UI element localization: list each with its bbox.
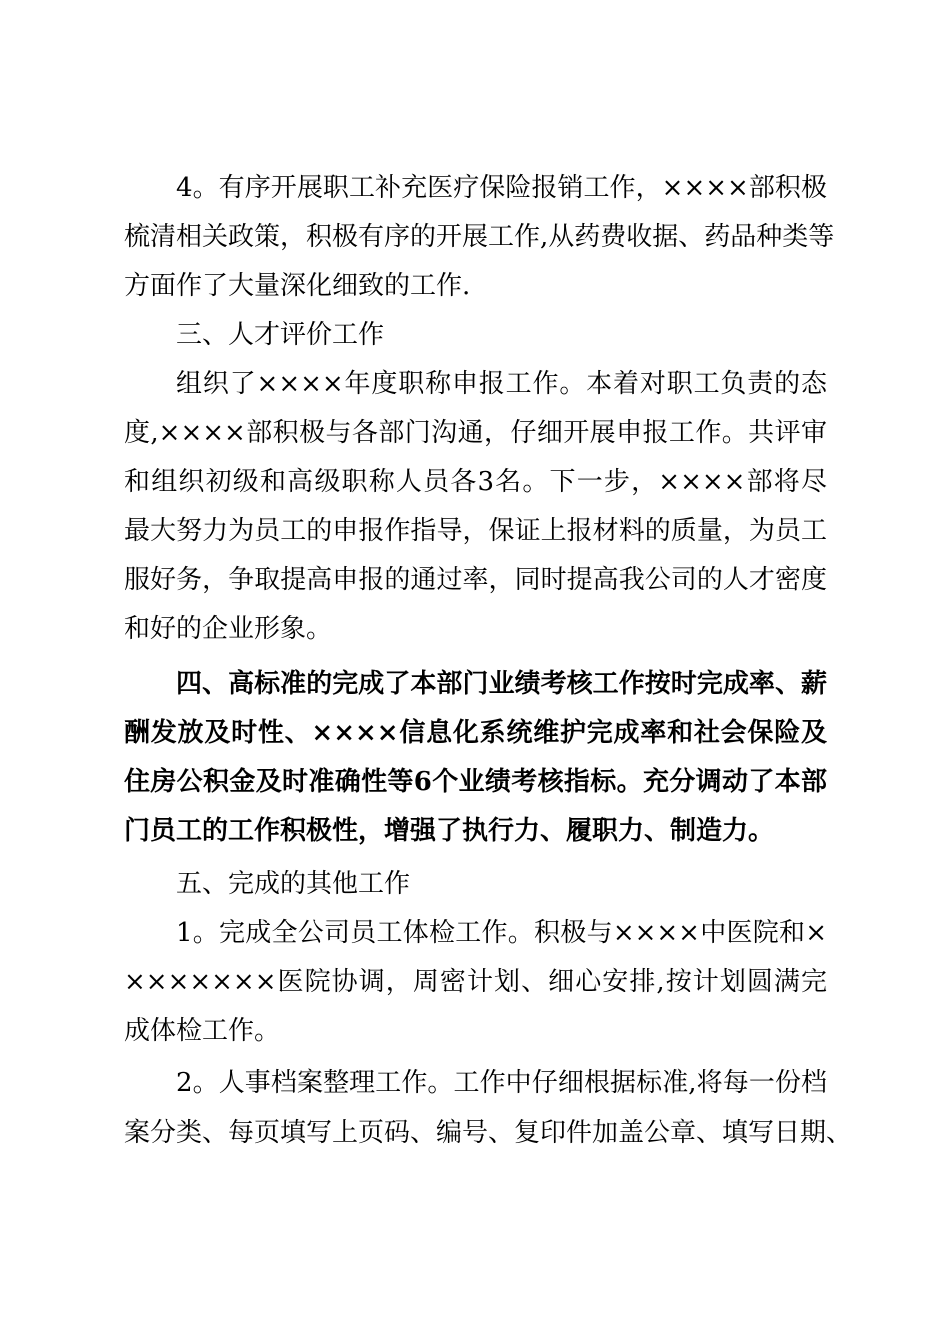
section-heading: 三、人才评价工作 xyxy=(176,320,385,350)
section-heading: 五、完成的其他工作 xyxy=(176,869,411,899)
paragraph-line: 案分类、每页填写上页码、编号、复印件加盖公章、填写日期、 xyxy=(124,1118,853,1148)
paragraph-line: 最大努力为员工的申报作指导，保证上报材料的质量，为员工 xyxy=(124,516,827,546)
paragraph-line: 组织了××××年度职称申报工作。本着对职工负责的态 xyxy=(176,369,827,399)
bold-paragraph-line: 住房公积金及时准确性等6个业绩考核指标。充分调动了本部 xyxy=(124,767,827,797)
paragraph-line: 和好的企业形象。 xyxy=(124,614,333,644)
paragraph-line: 2。人事档案整理工作。工作中仔细根据标准,将每一份档 xyxy=(176,1068,827,1098)
paragraph-line: 1。完成全公司员工体检工作。积极与××××中医院和× xyxy=(176,918,827,948)
paragraph-line: 方面作了大量深化细致的工作. xyxy=(124,271,471,301)
paragraph-line: 成体检工作。 xyxy=(124,1016,281,1046)
paragraph-line: ×××××××医院协调，周密计划、细心安排,按计划圆满完 xyxy=(124,967,827,997)
paragraph-line: 服好务，争取提高申报的通过率，同时提高我公司的人才密度 xyxy=(124,565,827,595)
bold-paragraph-line: 门员工的工作积极性，增强了执行力、履职力、制造力。 xyxy=(124,816,775,846)
paragraph-line: 梳清相关政策，积极有序的开展工作,从药费收据、药品种类等 xyxy=(124,222,835,252)
bold-paragraph-line: 四、高标准的完成了本部门业绩考核工作按时完成率、薪 xyxy=(176,669,827,699)
bold-paragraph-line: 酬发放及时性、××××信息化系统维护完成率和社会保险及 xyxy=(124,718,827,748)
paragraph-line: 度,××××部积极与各部门沟通，仔细开展申报工作。共评审 xyxy=(124,418,827,448)
paragraph-line: 和组织初级和高级职称人员各3名。下一步，××××部将尽 xyxy=(124,467,827,497)
paragraph-line: 4。有序开展职工补充医疗保险报销工作，××××部积极 xyxy=(176,173,827,203)
